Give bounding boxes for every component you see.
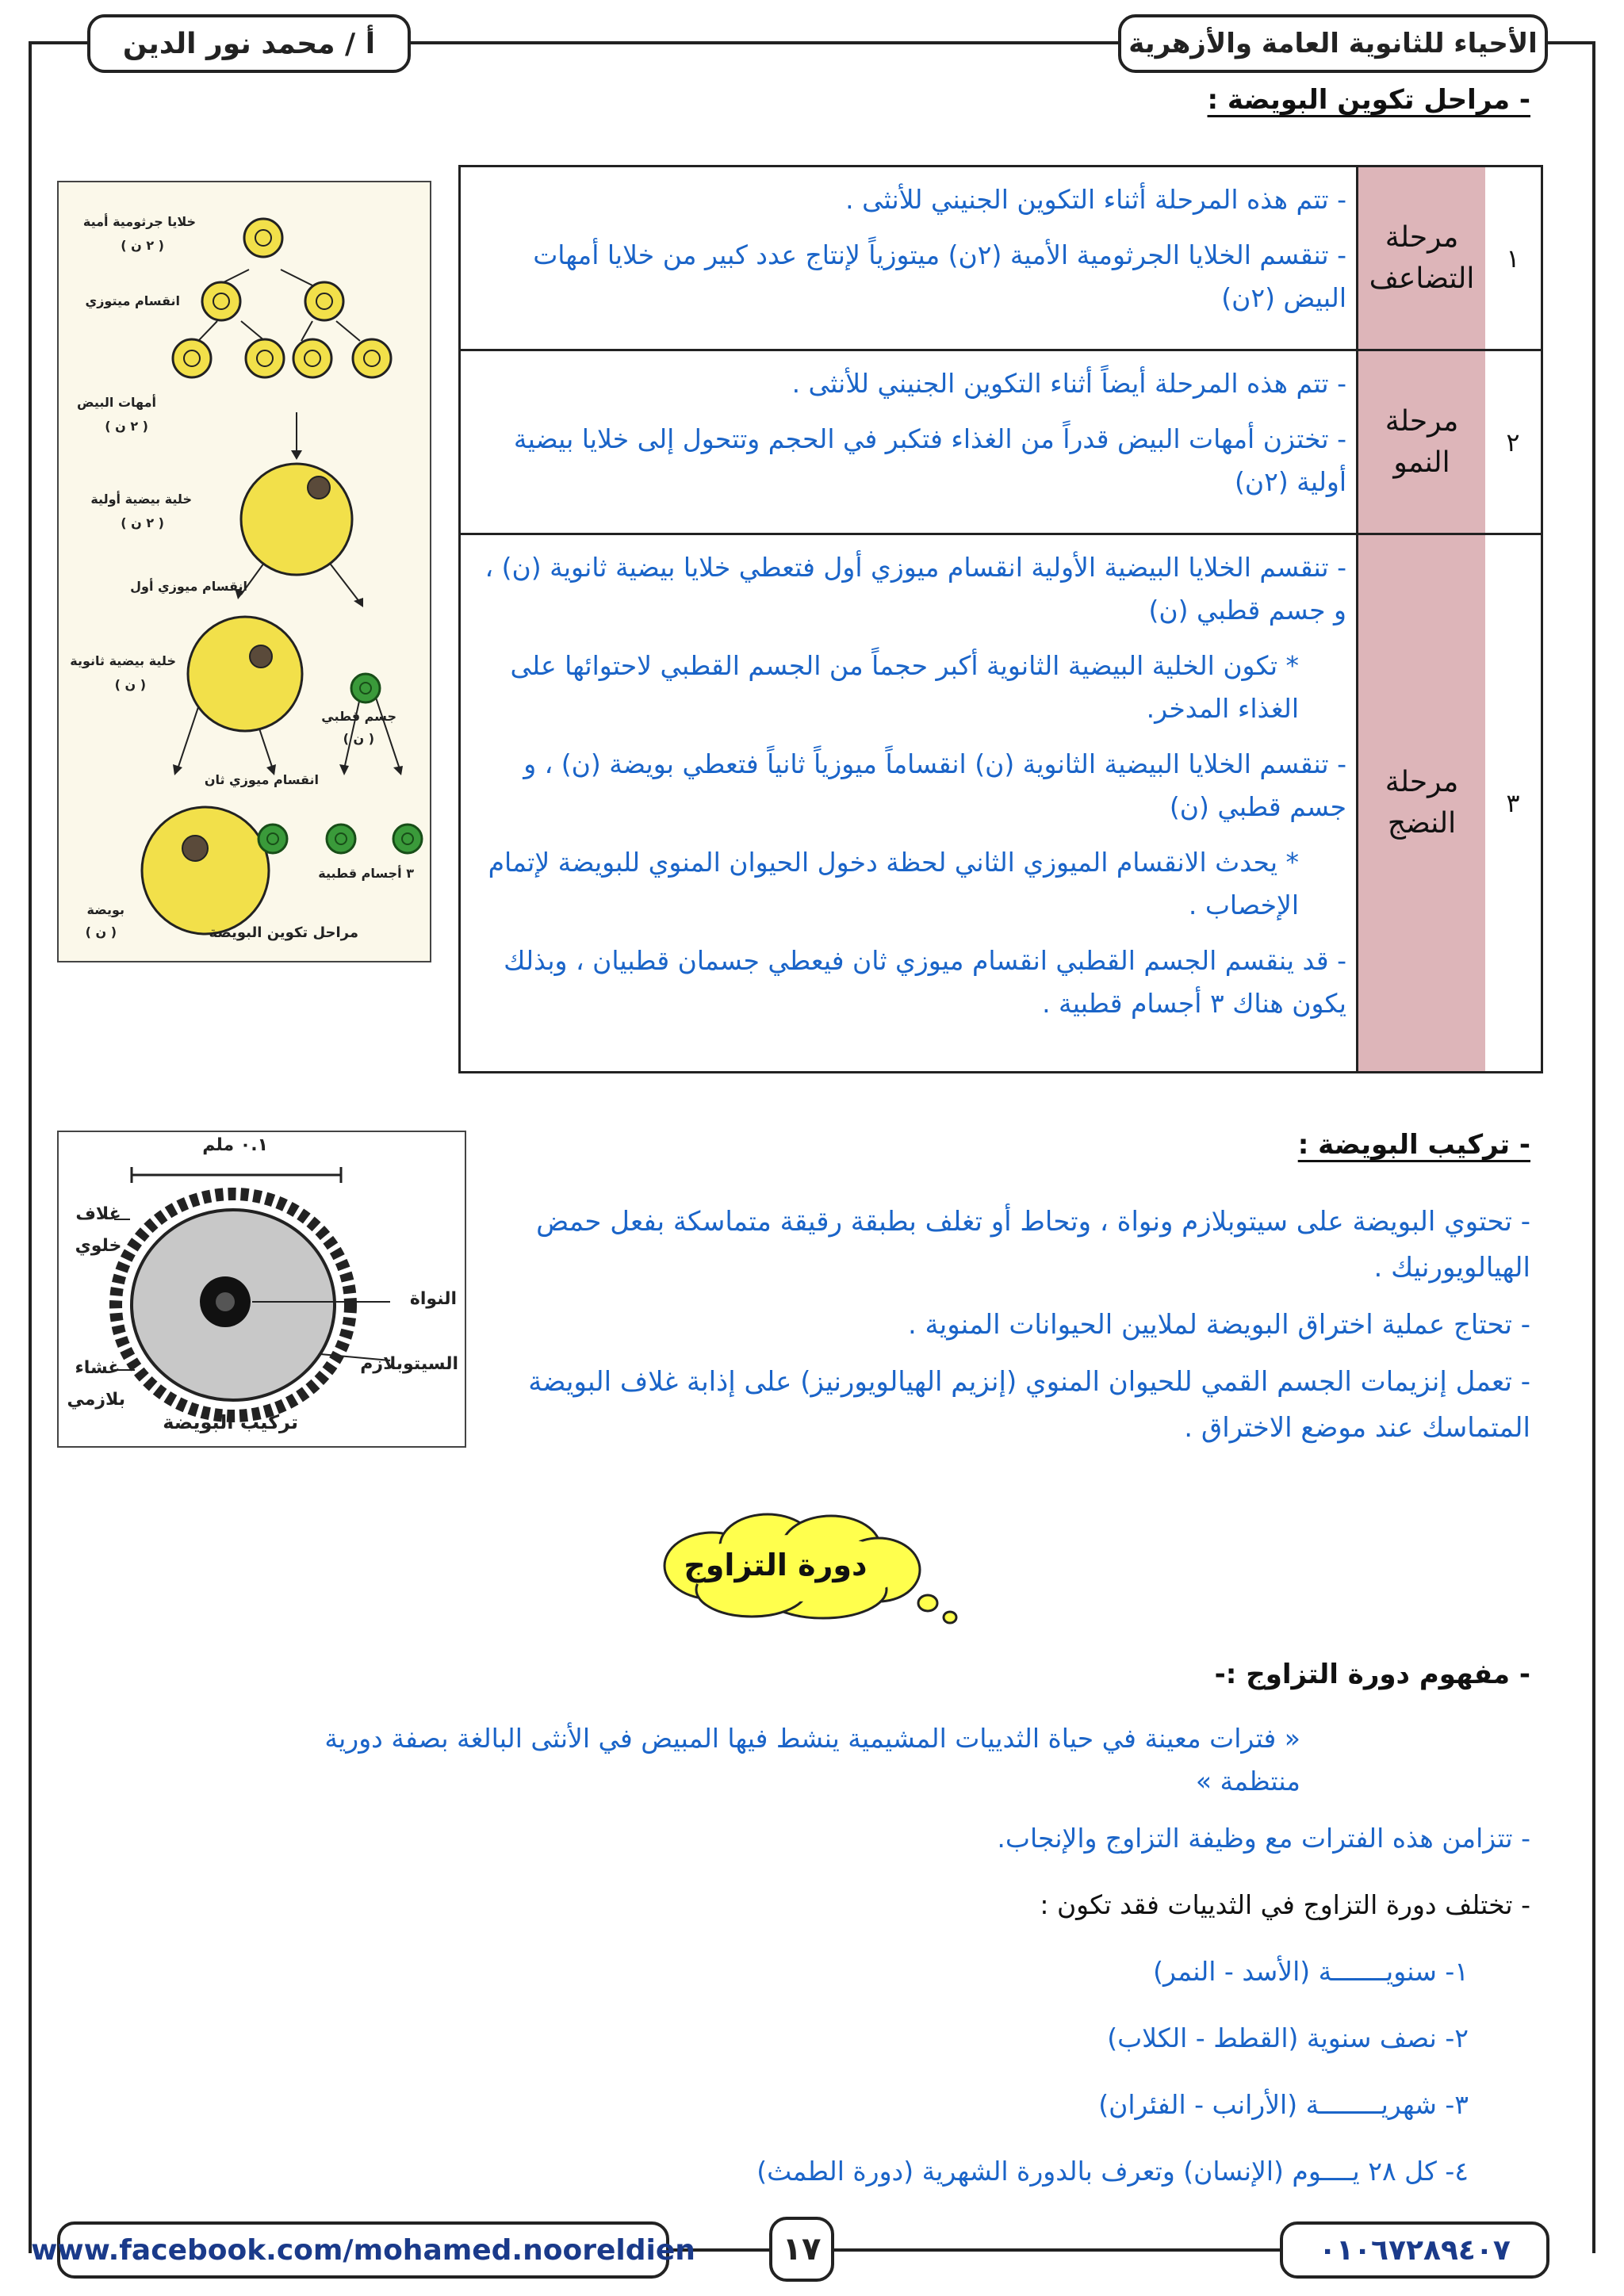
concept-heading: - مفهوم دورة التزاوج :-: [1214, 1659, 1530, 1690]
label-membrane: غشاء بلازمي: [67, 1358, 125, 1410]
stage-row-1: [461, 167, 1541, 351]
label-scale: ٠.١ ملم: [202, 1135, 268, 1155]
frame-top-middle: [406, 41, 1118, 44]
label-polar-body: جسم قطبي: [321, 709, 396, 724]
stage-description: [475, 362, 1346, 525]
frame-bottom-middle-right: [828, 2248, 1280, 2252]
frame-top-right: [1542, 41, 1595, 44]
label-meiosis-two: انقسام ميوزي ثان: [204, 772, 319, 787]
label-nucleus: النواة: [409, 1289, 457, 1309]
label-polar-bodies: ٣ أجسام قطبية: [318, 866, 414, 881]
stage-number: ٢: [1483, 351, 1541, 533]
stage-note: * يحدث الانقسام الميوزي الثاني لحظة دخول الحيوان المنوي للبويضة لإتمام الإخصاب .: [488, 847, 1299, 920]
stage-row-3: [461, 535, 1541, 1071]
phone-number: ٠١٠٦٧٢٨٩٤٠٧: [1319, 2233, 1511, 2267]
label-secondary-oocyte: خلية بيضية ثانوية: [70, 653, 176, 668]
stage-row-2: [461, 351, 1541, 535]
header-title: الأحياء للثانوية العامة والأزهرية: [1128, 28, 1538, 59]
page-number-badge: [769, 2217, 834, 2282]
ovum-paragraph: - تحتاج عملية اختراق البويضة لملايين الحيوانات المنوية .: [907, 1309, 1530, 1341]
author-badge: [87, 14, 411, 73]
stage-description: [475, 178, 1346, 341]
label-germ-cells: خلايا جرثومية أمية: [82, 214, 196, 229]
cycle-type-item: ٤- كل ٢٨ يــــوم (الإنسان) وتعرف بالدورة الشهرية (دورة الطمث): [756, 2156, 1469, 2187]
page-number: ١٧: [782, 2231, 822, 2267]
label-primary-oocyte: خلية بيضية أولية: [90, 492, 192, 507]
mating-cycle-cloud: [641, 1506, 958, 1633]
author-name: أ / محمد نور الدين: [122, 27, 376, 60]
stage-paragraph: - تتم هذه المرحلة أثناء التكوين الجنيني للأنثى .: [845, 184, 1346, 215]
stage-paragraph: - تنقسم الخلايا البيضية الثانوية (ن) انقساماً ميوزياً ثانياً فتعطي بويضة (ن) ، و جسم قطبي (ن): [523, 748, 1346, 822]
stage-paragraph: - تختزن أمهات البيض قدراً من الغذاء فتكبر في الحجم وتتحول إلى خلايا بيضية أولية (٢ن): [513, 423, 1346, 497]
header-title-badge: [1118, 14, 1548, 73]
cycle-type-item: ٣- شهريــــــــة (الأرانب - الفئران): [1098, 2089, 1469, 2120]
ovum-caption: تركيب البويضة: [163, 1411, 298, 1433]
stages-table: [458, 165, 1543, 1073]
ovum-structure-text: [508, 1199, 1530, 1451]
oogenesis-caption: مراحل تكوين البويضة: [209, 924, 358, 941]
frame-left: [29, 41, 32, 2253]
cloud-title: دورة التزاوج: [684, 1548, 868, 1582]
ovum-structure-heading: - تركيب البويضة :: [1297, 1129, 1530, 1161]
stage-paragraph: - تنقسم الخلايا الجرثومية الأمية (٢ن) ميتوزياً لإنتاج عدد كبير من خلايا أمهات البيض (٢ن): [533, 239, 1346, 313]
stage-number: ٣: [1483, 535, 1541, 1071]
cycle-type-item: ١- سنويـــــــة (الأسد - النمر): [1153, 1956, 1469, 1987]
oogenesis-diagram: [57, 181, 431, 962]
stage-name: مرحلة التضاعف: [1356, 167, 1485, 349]
frame-right: [1592, 41, 1595, 2253]
phone-badge: [1280, 2221, 1549, 2279]
label-oogonia: أمهات البيض: [77, 395, 156, 410]
cycle-type-item: ٢- نصف سنوية (القطط - الكلاب): [1107, 2022, 1469, 2053]
label-primary-ploidy: ( ٢ ن ): [121, 515, 164, 530]
facebook-url: www.facebook.com/mohamed.nooreldien: [31, 2233, 695, 2267]
stage-paragraph: - تنقسم الخلايا البيضية الأولية انقسام ميوزي أول فتعطي خلايا بيضية ثانوية (ن) ، و جسم قطبي (ن): [485, 552, 1346, 626]
label-germ-ploidy: ( ٢ ن ): [121, 238, 164, 253]
ovum-paragraph: - تحتوي البويضة على سيتوبلازم ونواة ، وتحاط أو تغلف بطبقة رقيقة متماسكة بفعل حمض الهيالويورنيك .: [536, 1206, 1530, 1284]
stage-number: ١: [1483, 167, 1541, 349]
ovum-diagram: [57, 1131, 466, 1448]
stage-name: مرحلة النمو: [1356, 351, 1485, 533]
label-mitosis: انقسام ميتوزي: [85, 293, 180, 308]
stage-paragraph: - قد ينقسم الجسم القطبي انقسام ميوزي ثان فيعطي جسمان قطبيان ، وبذلك يكون هناك ٣ أجسام قطبية .: [504, 945, 1346, 1019]
stage-note: * تكون الخلية البيضية الثانوية أكبر حجماً من الجسم القطبي لاحتوائها على الغذاء المدخر.: [510, 650, 1299, 724]
cycle-sync-line: - تتزامن هذه الفترات مع وظيفة التزاوج والإنجاب.: [997, 1823, 1530, 1854]
label-ovum: بويضة: [86, 902, 124, 917]
stage-name: مرحلة النضج: [1356, 535, 1485, 1071]
oocyte-stages-heading: - مراحل تكوين البويضة :: [1207, 84, 1530, 116]
label-ovum-ploidy: ( ن ): [85, 924, 117, 939]
label-oogonia-ploidy: ( ٢ ن ): [105, 419, 148, 434]
label-polar-ploidy: ( ن ): [343, 731, 374, 746]
ovum-paragraph: - تعمل إنزيمات الجسم القمي للحيوان المنوي (إنزيم الهيالويورنيز) على إذابة غلاف البويضة المتماسك عند موضع الاختراق .: [528, 1366, 1530, 1444]
label-meiosis-one: انقسام ميوزي أول: [130, 579, 247, 594]
stage-paragraph: - تتم هذه المرحلة أيضاً أثناء التكوين الجنيني للأنثى .: [791, 368, 1346, 399]
label-follicle: غلاف خلوي: [75, 1204, 122, 1256]
label-secondary-ploidy: ( ن ): [114, 677, 146, 692]
frame-top-left: [29, 41, 89, 44]
facebook-link[interactable]: [31, 2221, 695, 2279]
label-cytoplasm: السيتوبلازم: [360, 1354, 458, 1374]
cycle-types-intro: - تختلف دورة التزاوج في الثدييات فقد تكون :: [1040, 1889, 1530, 1920]
stage-description: [475, 546, 1346, 1063]
cycle-definition: « فترات معينة في حياة الثدييات المشيمية ينشط فيها المبيض في الأنثى البالغة بصفة دورية منتظمة »: [324, 1723, 1300, 1797]
